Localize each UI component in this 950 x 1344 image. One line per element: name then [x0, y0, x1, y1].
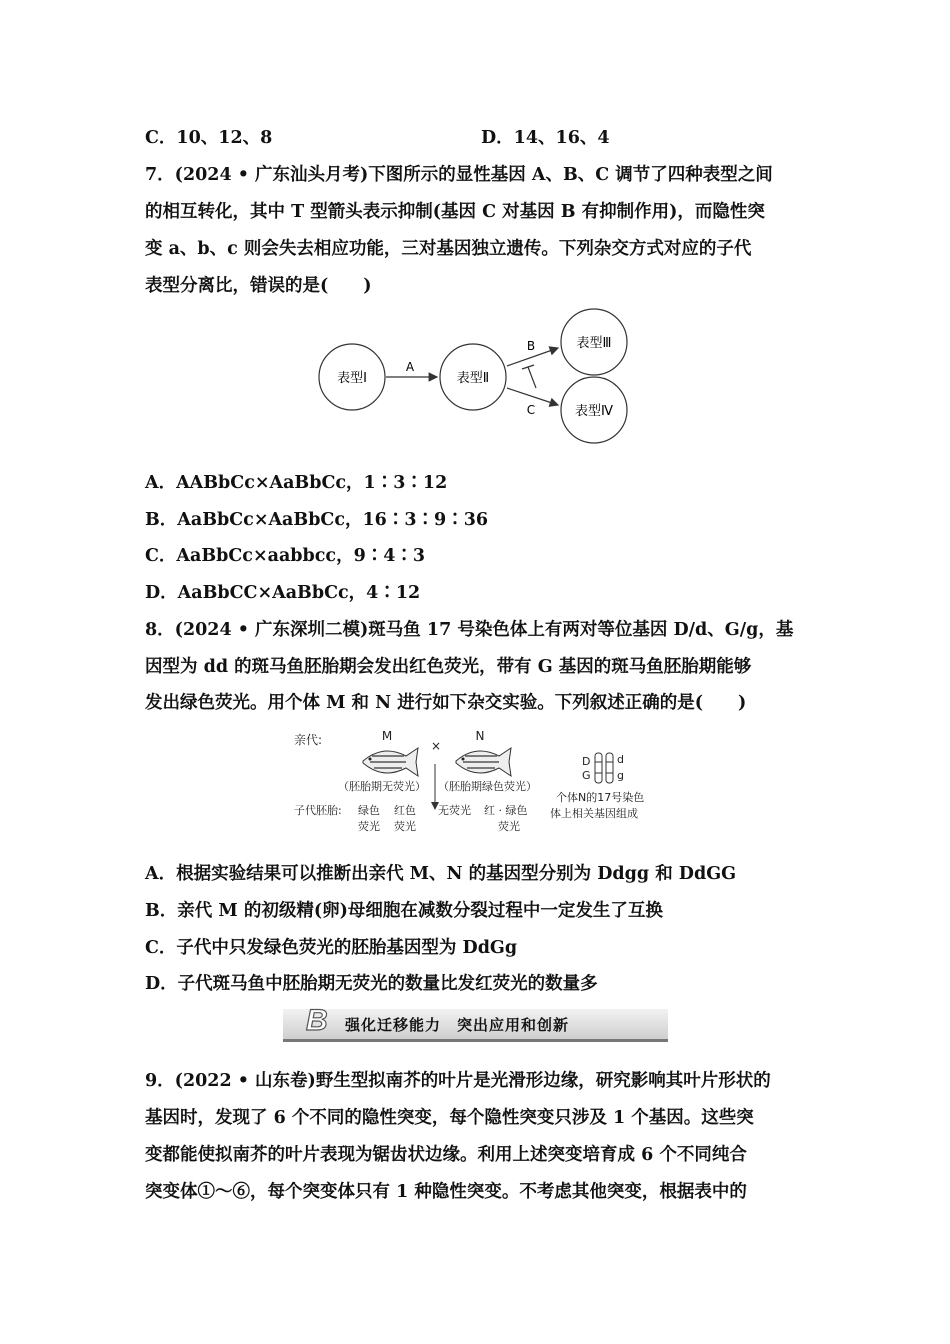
label-cross: ×: [430, 739, 442, 753]
offspring-green-2: 荧光: [358, 820, 380, 833]
q7-phenotype-diagram: [300, 300, 650, 450]
section-banner-letter: B: [306, 1004, 328, 1037]
chrom-caption-1: 个体N的17号染色: [556, 791, 645, 804]
node-label-4: 表型Ⅳ: [575, 404, 613, 419]
gene-d: d: [617, 753, 624, 766]
gene-D: D: [582, 755, 591, 768]
chrom-caption-2: 体上相关基因组成: [550, 807, 638, 820]
gene-G: G: [582, 769, 591, 782]
arrow-c-label: C: [526, 403, 536, 417]
node-label-2: 表型Ⅱ: [456, 371, 490, 386]
chromosome-pair-icon: [595, 753, 613, 783]
q7-stem-line-2: 的相互转化，其中 T 型箭头表示抑制(基因 C 对基因 B 有抑制作用)，而隐性突: [145, 202, 765, 222]
q8-option-a: A．根据实验结果可以推断出亲代 M、N 的基因型分别为 Ddgg 和 DdGG: [145, 864, 737, 884]
parent-label: 亲代:: [294, 733, 323, 747]
q8-option-c: C．子代中只发绿色荧光的胚胎基因型为 DdGg: [145, 938, 518, 958]
offspring-green-1: 绿色: [358, 804, 380, 817]
q7-stem-line-1: 7．(2024 • 广东汕头月考)下图所示的显性基因 A、B、C 调节了四种表型之间: [145, 165, 773, 185]
arrow-a-label: A: [405, 360, 415, 374]
node-label-3: 表型Ⅲ: [576, 336, 612, 351]
fish-n-icon: [456, 748, 511, 776]
q7-option-c: C．AaBbCc×aabbcc，9∶4∶3: [145, 546, 426, 566]
q8-stem-line-1: 8．(2024 • 广东深圳二模)斑马鱼 17 号染色体上有两对等位基因 D/d、G/g，基: [145, 620, 794, 640]
q6-option-d: D．14、16、4: [481, 128, 610, 148]
offspring-redgreen-2: 荧光: [498, 820, 520, 833]
q8-option-b: B．亲代 M 的初级精(卵)母细胞在减数分裂过程中一定发生了互换: [145, 901, 663, 921]
q7-option-a: A．AABbCc×AaBbCc，1∶3∶12: [145, 473, 448, 493]
fish-m-icon: [363, 748, 418, 776]
offspring-redgreen-1: 红 · 绿色: [484, 804, 528, 817]
label-m: M: [381, 729, 393, 743]
offspring-red-2: 荧光: [394, 820, 416, 833]
arrow-b-label: B: [526, 339, 536, 353]
offspring-none: 无荧光: [438, 804, 471, 817]
q8-cross-figure: [288, 726, 668, 841]
q8-stem-line-3: 发出绿色荧光。用个体 M 和 N 进行如下杂交实验。下列叙述正确的是( ): [145, 693, 747, 713]
node-label-1: 表型Ⅰ: [337, 371, 367, 386]
m-phenotype: （胚胎期无荧光）: [338, 780, 426, 793]
q9-stem-line-2: 基因时，发现了 6 个不同的隐性突变，每个隐性突变只涉及 1 个基因。这些突: [145, 1108, 754, 1128]
inhibition-bar: [528, 367, 536, 388]
offspring-red-1: 红色: [394, 804, 416, 817]
q7-stem-line-4: 表型分离比，错误的是( ): [145, 276, 372, 296]
q9-stem-line-3: 变都能使拟南芥的叶片表现为锯齿状边缘。利用上述突变培育成 6 个不同纯合: [145, 1145, 747, 1165]
n-phenotype: （胚胎期绿色荧光）: [438, 780, 537, 793]
q7-option-d: D．AaBbCC×AaBbCc，4∶12: [145, 583, 421, 603]
gene-g: g: [617, 769, 624, 782]
label-n: N: [475, 729, 485, 743]
q9-stem-line-4: 突变体①～⑥，每个突变体只有 1 种隐性突变。不考虑其他突变，根据表中的: [145, 1182, 747, 1202]
q7-stem-line-3: 变 a、b、c 则会失去相应功能，三对基因独立遗传。下列杂交方式对应的子代: [145, 239, 752, 259]
offspring-label: 子代胚胎:: [294, 804, 342, 817]
q7-option-b: B．AaBbCc×AaBbCc，16∶3∶9∶36: [145, 510, 489, 530]
section-banner-text: 强化迁移能力 突出应用和创新: [345, 1016, 570, 1034]
q9-stem-line-1: 9．(2022 • 山东卷)野生型拟南芥的叶片是光滑形边缘，研究影响其叶片形状的: [145, 1071, 771, 1091]
q6-option-c: C．10、12、8: [145, 128, 273, 148]
q8-stem-line-2: 因型为 dd 的斑马鱼胚胎期会发出红色荧光，带有 G 基因的斑马鱼胚胎期能够: [145, 657, 752, 677]
q8-option-d: D．子代斑马鱼中胚胎期无荧光的数量比发红荧光的数量多: [145, 974, 598, 994]
